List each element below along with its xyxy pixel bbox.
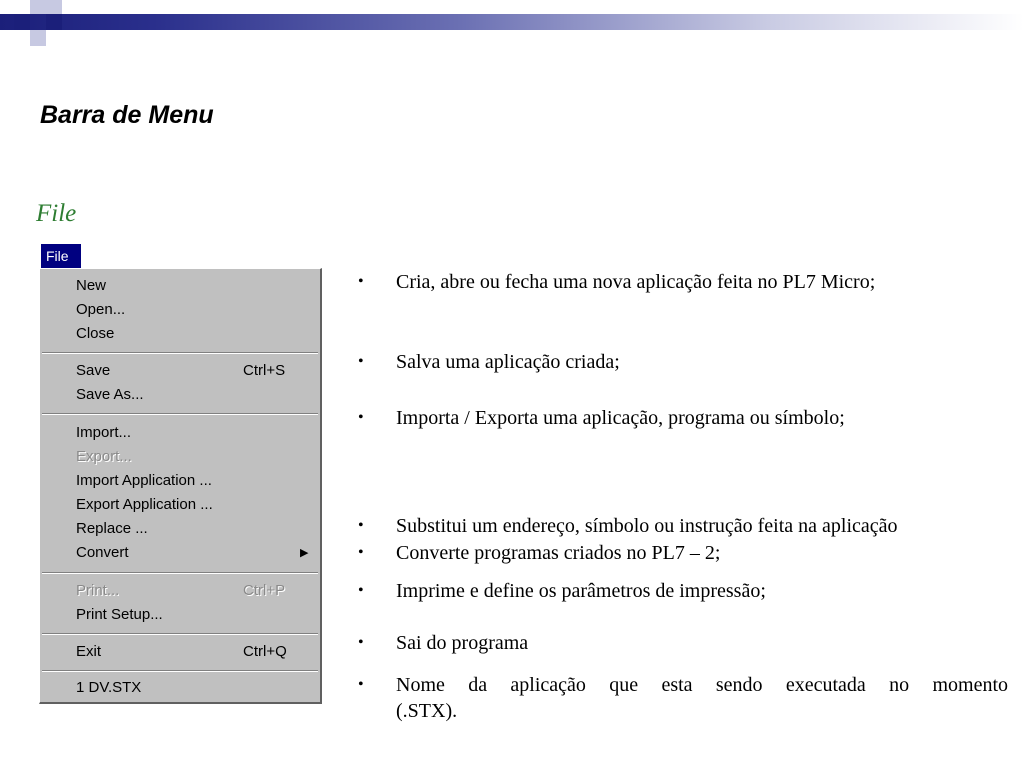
header-square bbox=[30, 0, 46, 14]
menu-item-replace[interactable]: Replace ... bbox=[76, 520, 148, 537]
bullet-icon: • bbox=[358, 676, 364, 693]
menu-item-exit[interactable]: Exit Ctrl+Q bbox=[76, 641, 316, 663]
menu-separator bbox=[42, 633, 318, 635]
header-square bbox=[14, 14, 30, 30]
menu-item-export-application[interactable]: Export Application ... bbox=[76, 496, 213, 513]
header-square bbox=[14, 0, 28, 14]
header-gradient-bar bbox=[0, 14, 1024, 30]
shortcut-print: Ctrl+P bbox=[243, 582, 286, 599]
bullet-icon: • bbox=[358, 517, 364, 534]
page-title: Barra de Menu bbox=[40, 101, 214, 129]
header-square bbox=[30, 30, 46, 46]
shortcut-save: Ctrl+S bbox=[243, 362, 286, 379]
menu-separator bbox=[42, 352, 318, 354]
file-menu-header[interactable] bbox=[41, 244, 81, 268]
menu-item-print: Print... Ctrl+P bbox=[76, 580, 316, 602]
submenu-arrow-icon: ▶ bbox=[300, 547, 309, 559]
shortcut-exit: Ctrl+Q bbox=[243, 643, 287, 660]
header-square bbox=[62, 0, 76, 14]
menu-item-save-as[interactable]: Save As... bbox=[76, 386, 144, 403]
menu-item-export: Export... bbox=[76, 448, 132, 465]
bullet-icon: • bbox=[358, 544, 364, 561]
menu-item-close[interactable]: Close bbox=[76, 325, 115, 342]
menu-item-open[interactable]: Open... bbox=[76, 301, 126, 318]
menu-item-import[interactable]: Import... bbox=[76, 424, 132, 441]
menu-item-recent-file[interactable]: 1 DV.STX bbox=[76, 679, 142, 696]
menu-item-new[interactable]: New bbox=[76, 277, 107, 294]
menu-item-convert[interactable]: Convert ▶ bbox=[76, 542, 316, 564]
menu-separator bbox=[42, 413, 318, 415]
header-square bbox=[0, 0, 14, 14]
menu-separator bbox=[42, 670, 318, 672]
bullet-icon: • bbox=[358, 353, 364, 370]
file-menu-dropdown bbox=[39, 268, 322, 704]
bullet-icon: • bbox=[358, 409, 364, 426]
header-square bbox=[46, 14, 62, 30]
bullet-icon: • bbox=[358, 582, 364, 599]
bullet-icon: • bbox=[358, 273, 364, 290]
menu-item-import-application[interactable]: Import Application ... bbox=[76, 472, 212, 489]
menu-item-save[interactable]: Save Ctrl+S bbox=[76, 360, 316, 382]
file-menu-label: File bbox=[46, 248, 69, 264]
bullet-icon: • bbox=[358, 634, 364, 651]
section-title: File bbox=[36, 200, 77, 227]
menu-item-print-setup[interactable]: Print Setup... bbox=[76, 606, 163, 623]
menu-separator bbox=[42, 572, 318, 574]
